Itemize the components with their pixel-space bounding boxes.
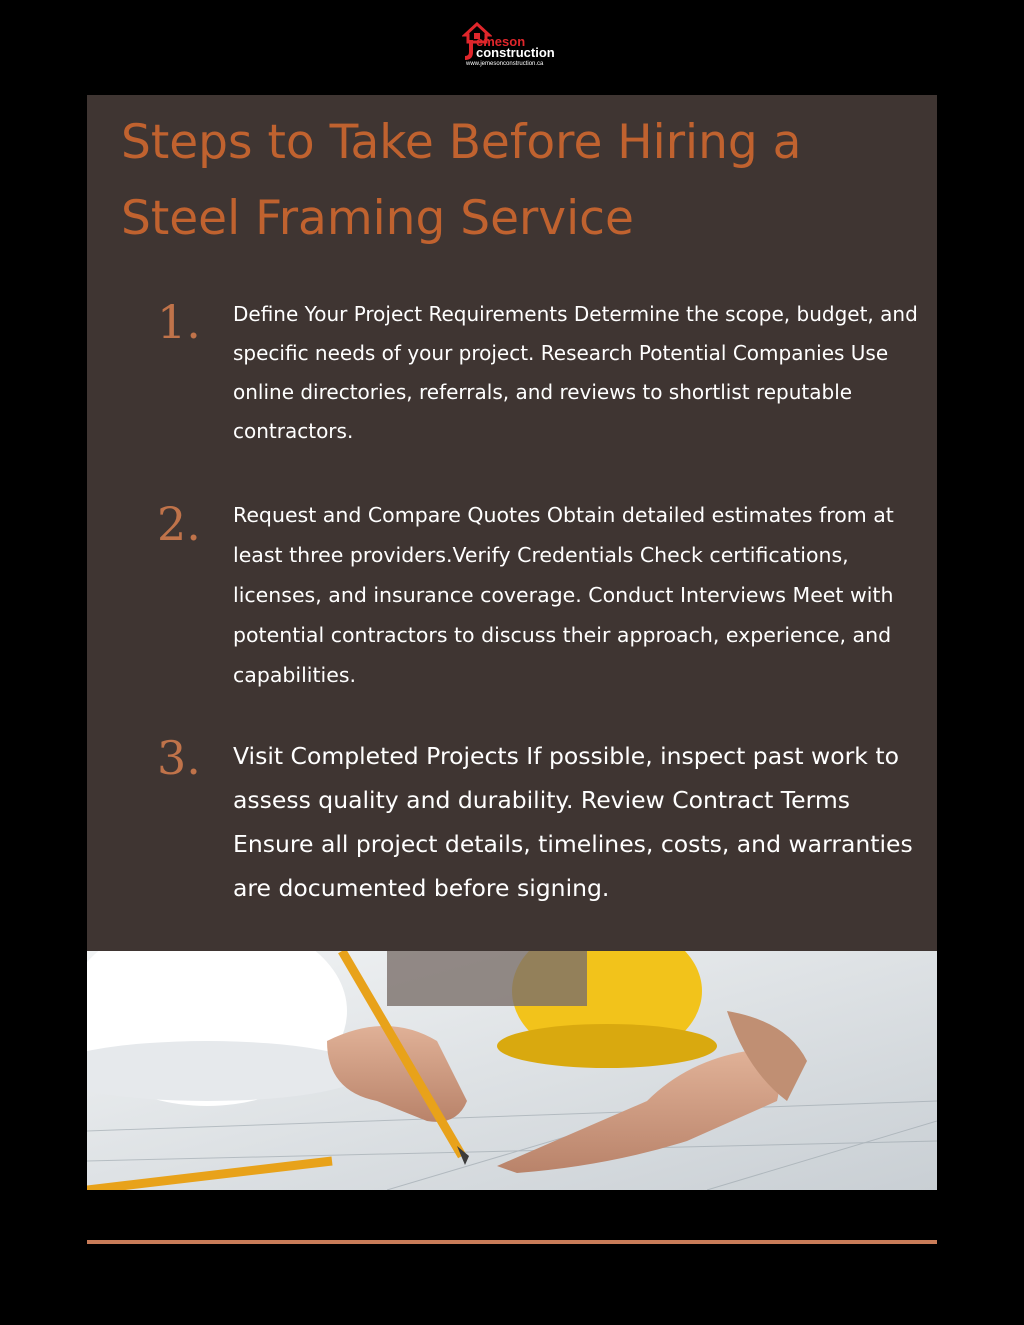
brand-logo: [0, 20, 1024, 72]
step-number-3: 3.: [157, 731, 201, 785]
content-panel: [87, 95, 937, 951]
step-text-1: Define Your Project Requirements Determine the scope, budget, and specific needs of your project. Research Potential Companies Use online directories, referrals, and reviews to shortlist reputable contractors.: [233, 302, 918, 443]
footer-divider: [87, 1240, 937, 1244]
blueprint-hands-illustration: [87, 951, 937, 1190]
step-number-1: 1.: [157, 295, 201, 349]
step-text-3: Visit Completed Projects If possible, inspect past work to assess quality and durability. Review Contract Terms Ensure all project details, timelines, costs, and warranties are documented before signing.: [233, 742, 913, 902]
step-text-2: Request and Compare Quotes Obtain detailed estimates from at least three providers.Verify Credentials Check certifications, licenses, and insurance coverage. Conduct Interviews Meet with potential contractors to discuss their approach, experience, and capabilities.: [233, 503, 894, 687]
logo-brand-top: emeson: [476, 34, 526, 49]
blueprint-photo: [87, 951, 937, 1190]
logo-url: www.jemesonconstruction.ca: [466, 61, 544, 67]
page-title: Steps to Take Before Hiring a Steel Framing Service: [121, 115, 802, 246]
logo-brand-bottom: construction: [476, 45, 555, 60]
step-number-2: 2.: [157, 497, 201, 551]
